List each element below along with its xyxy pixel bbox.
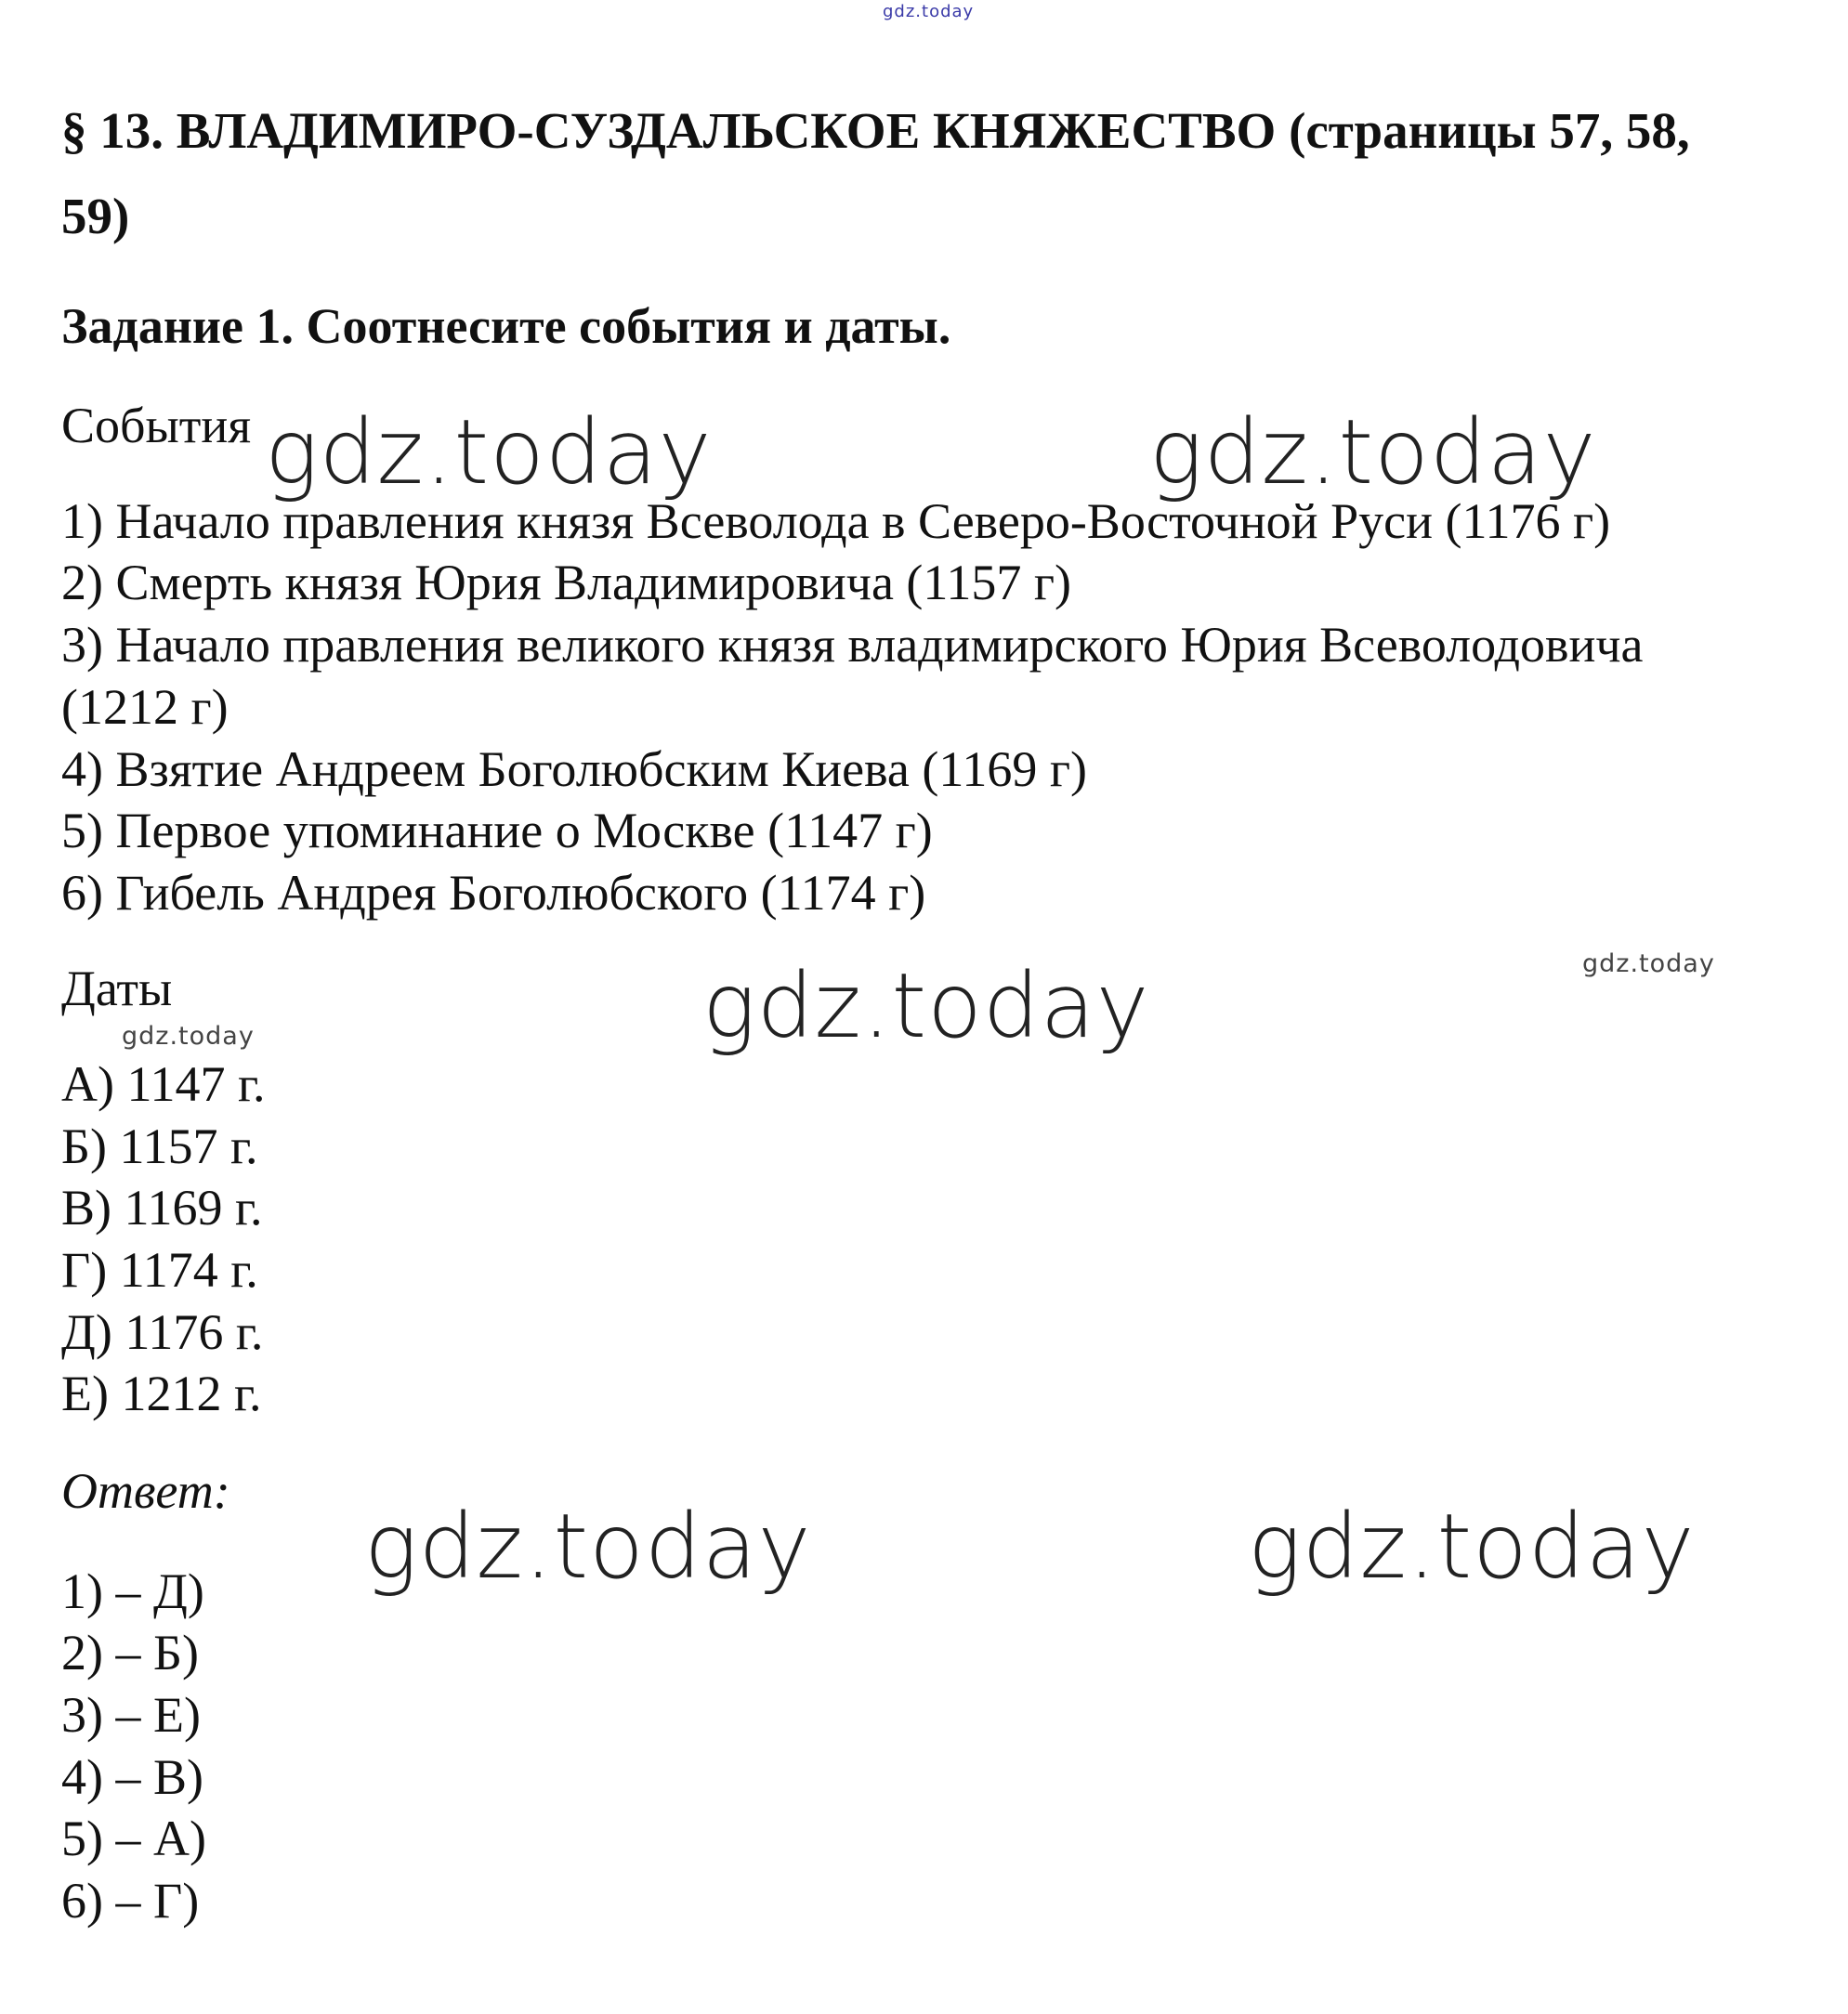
- event-item: 3) Начало правления великого князя владимирского Юрия Всеволодовича: [61, 617, 1644, 673]
- event-item-continuation: (1212 г): [61, 679, 229, 735]
- watermark-small: gdz.today: [122, 1022, 255, 1051]
- answer-item: 4) – В): [61, 1749, 203, 1805]
- date-item: Е) 1212 г.: [61, 1366, 262, 1421]
- watermark-large: gdz.today: [702, 954, 1150, 1058]
- section-heading-line-1: § 13. ВЛАДИМИРО-СУЗДАЛЬСКОЕ КНЯЖЕСТВО (страницы 57, 58,: [61, 102, 1690, 159]
- watermark-small: gdz.today: [1582, 949, 1715, 978]
- date-item: Г) 1174 г.: [61, 1242, 258, 1298]
- answer-item: 6) – Г): [61, 1873, 200, 1929]
- dates-label: Даты: [61, 961, 173, 1016]
- date-item: Б) 1157 г.: [61, 1118, 258, 1174]
- task-title: Задание 1. Соотнесите события и даты.: [61, 298, 951, 354]
- date-item: В) 1169 г.: [61, 1180, 263, 1236]
- watermark-large: gdz.today: [265, 400, 713, 504]
- watermark-large: gdz.today: [1248, 1495, 1696, 1599]
- event-item: 5) Первое упоминание о Москве (1147 г): [61, 803, 933, 858]
- event-item: 4) Взятие Андреем Боголюбским Киева (1169 г): [61, 741, 1087, 797]
- section-heading-line-2: 59): [61, 188, 130, 244]
- answer-item: 3) – Е): [61, 1687, 201, 1743]
- watermark-large: gdz.today: [364, 1495, 812, 1599]
- event-item: 6) Гибель Андрея Боголюбского (1174 г): [61, 865, 926, 921]
- events-label: События: [61, 398, 252, 453]
- date-item: Д) 1176 г.: [61, 1304, 264, 1360]
- watermark-large: gdz.today: [1149, 400, 1597, 504]
- watermark-top: gdz.today: [883, 2, 975, 21]
- date-item: А) 1147 г.: [61, 1056, 266, 1112]
- answer-item: 2) – Б): [61, 1625, 199, 1681]
- event-item: 1) Начало правления князя Всеволода в Северо-Восточной Руси (1176 г): [61, 493, 1611, 549]
- answer-item: 1) – Д): [61, 1563, 204, 1619]
- answer-label: Ответ:: [61, 1463, 230, 1519]
- event-item: 2) Смерть князя Юрия Владимировича (1157 г): [61, 555, 1072, 610]
- answer-item: 5) – А): [61, 1811, 206, 1866]
